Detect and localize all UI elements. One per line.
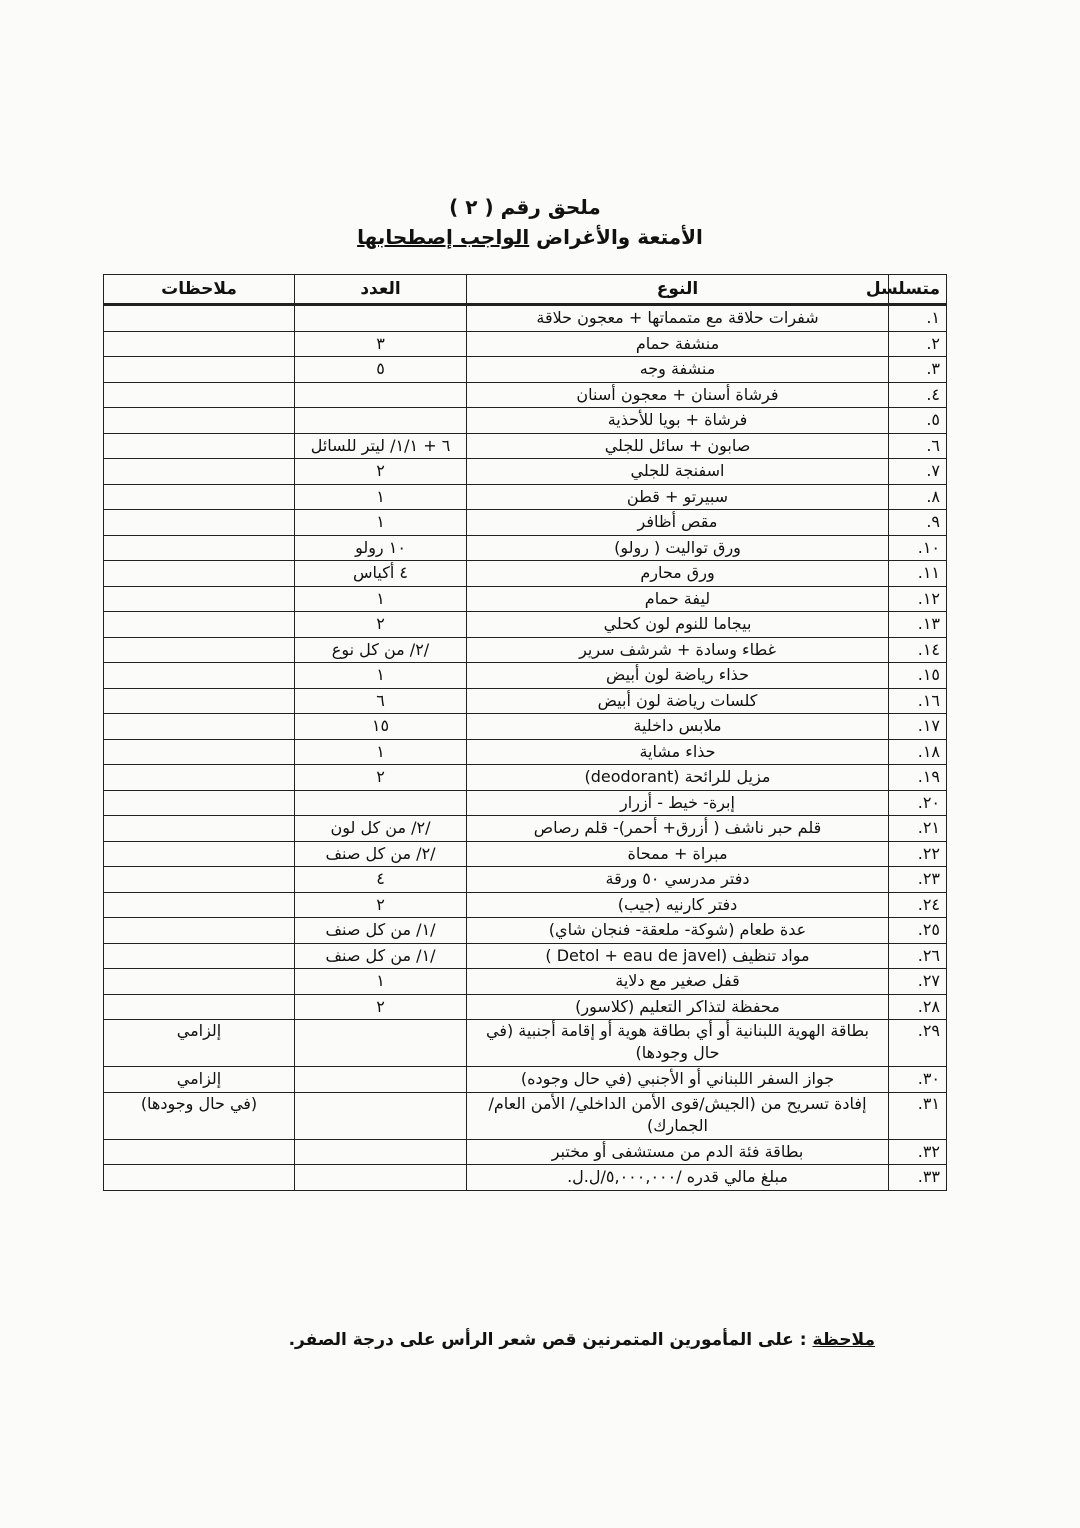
row-serial: ٤. — [889, 382, 947, 408]
row-qty: ٢ — [295, 892, 467, 918]
row-notes — [104, 918, 295, 944]
row-qty: ٢ — [295, 459, 467, 485]
row-qty: ١٠ رولو — [295, 535, 467, 561]
table-row — [104, 331, 947, 357]
row-qty: ٦ + ١/١/ ليتر للسائل — [295, 433, 467, 459]
row-serial: ٢٤. — [889, 892, 947, 918]
table-row — [104, 892, 947, 918]
row-item: مقص أظافر — [467, 510, 889, 536]
row-notes — [104, 382, 295, 408]
row-serial: ١١. — [889, 561, 947, 587]
row-notes — [104, 305, 295, 332]
row-notes — [104, 892, 295, 918]
row-serial: ٥. — [889, 408, 947, 434]
row-serial: ١٦. — [889, 688, 947, 714]
table-row — [104, 484, 947, 510]
row-serial: ١٤. — [889, 637, 947, 663]
table-row — [104, 1139, 947, 1165]
row-serial: ٢٢. — [889, 841, 947, 867]
table-header-row — [104, 275, 947, 305]
row-serial: ٢٥. — [889, 918, 947, 944]
row-qty: /١/ من كل صنف — [295, 943, 467, 969]
row-item: اسفنجة للجلي — [467, 459, 889, 485]
row-notes — [104, 688, 295, 714]
row-notes: إلزامي — [104, 1020, 295, 1067]
row-item: مبراة + ممحاة — [467, 841, 889, 867]
row-qty: ٢ — [295, 612, 467, 638]
row-item: كلسات رياضة لون أبيض — [467, 688, 889, 714]
footnote — [0, 1330, 1080, 1350]
table-row — [104, 586, 947, 612]
row-notes — [104, 357, 295, 383]
row-item: سبيرتو + قطن — [467, 484, 889, 510]
table-row — [104, 994, 947, 1020]
row-serial: ٦. — [889, 433, 947, 459]
row-notes — [104, 1165, 295, 1191]
row-item: عدة طعام (شوكة- ملعقة- فنجان شاي) — [467, 918, 889, 944]
row-serial: ١٩. — [889, 765, 947, 791]
table-row — [104, 663, 947, 689]
header-serial: متسلسل — [889, 275, 947, 305]
header-item: النوع — [467, 275, 889, 305]
row-qty — [295, 1139, 467, 1165]
row-notes — [104, 943, 295, 969]
row-serial: ٩. — [889, 510, 947, 536]
table-row — [104, 969, 947, 995]
row-serial: ١٣. — [889, 612, 947, 638]
row-notes — [104, 637, 295, 663]
row-item: دفتر مدرسي ٥٠ ورقة — [467, 867, 889, 893]
row-serial: ١٠. — [889, 535, 947, 561]
table-row — [104, 357, 947, 383]
table-row — [104, 765, 947, 791]
row-notes — [104, 586, 295, 612]
row-notes — [104, 459, 295, 485]
row-notes — [104, 612, 295, 638]
row-notes — [104, 867, 295, 893]
row-qty: /٢/ من كل صنف — [295, 841, 467, 867]
row-item: محفظة لتذاكر التعليم (كلاسور) — [467, 994, 889, 1020]
header-notes: ملاحظات — [104, 275, 295, 305]
row-item: بطاقة فئة الدم من مستشفى أو مختبر — [467, 1139, 889, 1165]
row-qty — [295, 382, 467, 408]
row-serial: ٢٠. — [889, 790, 947, 816]
row-item: مزيل للرائحة (deodorant) — [467, 765, 889, 791]
table-row — [104, 1067, 947, 1093]
row-item: ملابس داخلية — [467, 714, 889, 740]
row-qty: ١٥ — [295, 714, 467, 740]
table-row — [104, 510, 947, 536]
row-qty: /١/ من كل صنف — [295, 918, 467, 944]
row-qty: ٢ — [295, 994, 467, 1020]
row-notes — [104, 510, 295, 536]
row-qty: ١ — [295, 586, 467, 612]
row-serial: ٣٢. — [889, 1139, 947, 1165]
row-qty: ١ — [295, 510, 467, 536]
row-item: قلم حبر ناشف ( أزرق+ أحمر)- قلم رصاص — [467, 816, 889, 842]
row-notes — [104, 765, 295, 791]
document-title — [0, 222, 1060, 252]
row-item: إفادة تسريح من (الجيش/قوى الأمن الداخلي/ الأمن العام/ الجمارك) — [467, 1092, 889, 1139]
row-notes: (في حال وجودها) — [104, 1092, 295, 1139]
row-qty: ١ — [295, 663, 467, 689]
table-body — [104, 305, 947, 1191]
row-item: بيجاما للنوم لون كحلي — [467, 612, 889, 638]
row-notes — [104, 790, 295, 816]
row-serial: ١٥. — [889, 663, 947, 689]
row-qty: ٤ — [295, 867, 467, 893]
table-row — [104, 305, 947, 332]
table-row — [104, 841, 947, 867]
items-table — [103, 274, 947, 1191]
table-row — [104, 637, 947, 663]
table-row — [104, 867, 947, 893]
row-serial: ٣٣. — [889, 1165, 947, 1191]
table-row — [104, 1165, 947, 1191]
row-qty: ٦ — [295, 688, 467, 714]
row-serial: ١٨. — [889, 739, 947, 765]
row-serial: ٨. — [889, 484, 947, 510]
row-serial: ٣. — [889, 357, 947, 383]
table-row — [104, 382, 947, 408]
row-notes — [104, 816, 295, 842]
row-notes — [104, 739, 295, 765]
row-item: فرشاة أسنان + معجون أسنان — [467, 382, 889, 408]
row-item: ورق محارم — [467, 561, 889, 587]
table-row — [104, 1092, 947, 1139]
row-notes — [104, 994, 295, 1020]
row-serial: ٢٩. — [889, 1020, 947, 1067]
row-serial: ١٧. — [889, 714, 947, 740]
header-qty: العدد — [295, 275, 467, 305]
table-row — [104, 714, 947, 740]
row-item: حذاء مشاية — [467, 739, 889, 765]
row-serial: ١٢. — [889, 586, 947, 612]
row-item: ورق تواليت ( رولو) — [467, 535, 889, 561]
row-item: قفل صغير مع دلاية — [467, 969, 889, 995]
row-item: منشفة وجه — [467, 357, 889, 383]
row-item: جواز السفر اللبناني أو الأجنبي (في حال وجوده) — [467, 1067, 889, 1093]
row-qty: ١ — [295, 484, 467, 510]
row-notes — [104, 1139, 295, 1165]
row-item: ليفة حمام — [467, 586, 889, 612]
table-row — [104, 790, 947, 816]
row-item: حذاء رياضة لون أبيض — [467, 663, 889, 689]
table-row — [104, 918, 947, 944]
row-notes — [104, 969, 295, 995]
table-row — [104, 433, 947, 459]
table-row — [104, 612, 947, 638]
row-item: دفتر كارنيه (جيب) — [467, 892, 889, 918]
row-item: منشفة حمام — [467, 331, 889, 357]
row-notes — [104, 841, 295, 867]
row-qty: ٢ — [295, 765, 467, 791]
row-notes — [104, 484, 295, 510]
row-serial: ٢٨. — [889, 994, 947, 1020]
document-heading — [0, 192, 1080, 252]
row-qty — [295, 1020, 467, 1067]
row-qty — [295, 1165, 467, 1191]
row-serial: ٧. — [889, 459, 947, 485]
row-qty — [295, 305, 467, 332]
row-qty: ٣ — [295, 331, 467, 357]
row-serial: ٢. — [889, 331, 947, 357]
row-item: إبرة- خيط - أزرار — [467, 790, 889, 816]
table-row — [104, 739, 947, 765]
row-qty — [295, 1092, 467, 1139]
table-row — [104, 816, 947, 842]
title-part1: الأمتعة والأغراض — [529, 225, 703, 249]
row-notes — [104, 535, 295, 561]
row-item: شفرات حلاقة مع متمماتها + معجون حلاقة — [467, 305, 889, 332]
row-qty — [295, 408, 467, 434]
row-serial: ٣٠. — [889, 1067, 947, 1093]
row-qty: ٥ — [295, 357, 467, 383]
row-notes — [104, 663, 295, 689]
table-row — [104, 688, 947, 714]
row-qty — [295, 790, 467, 816]
row-qty: /٢/ من كل نوع — [295, 637, 467, 663]
row-notes — [104, 714, 295, 740]
row-item: بطاقة الهوية اللبنانية أو أي بطاقة هوية أو إقامة أجنبية (في حال وجودها) — [467, 1020, 889, 1067]
row-serial: ١. — [889, 305, 947, 332]
annex-label: ملحق رقم ( ٢ ) — [449, 195, 601, 219]
table-row — [104, 943, 947, 969]
table-row — [104, 408, 947, 434]
row-serial: ٢٣. — [889, 867, 947, 893]
row-qty: ١ — [295, 969, 467, 995]
row-notes — [104, 331, 295, 357]
row-qty: ١ — [295, 739, 467, 765]
title-part2: الواجب إصطحابها — [357, 225, 530, 249]
row-qty: /٢/ من كل لون — [295, 816, 467, 842]
row-serial: ٢٦. — [889, 943, 947, 969]
footnote-label: ملاحظة — [812, 1330, 875, 1350]
table-row — [104, 1020, 947, 1067]
row-notes — [104, 408, 295, 434]
row-serial: ٢٧. — [889, 969, 947, 995]
row-notes: إلزامي — [104, 1067, 295, 1093]
row-item: فرشاة + بويا للأحذية — [467, 408, 889, 434]
row-qty — [295, 1067, 467, 1093]
footnote-text: : على المأمورين المتمرنين قص شعر الرأس على درجة الصفر. — [288, 1330, 813, 1350]
row-item: صابون + سائل للجلي — [467, 433, 889, 459]
row-serial: ٢١. — [889, 816, 947, 842]
row-notes — [104, 561, 295, 587]
row-item: غطاء وسادة + شرشف سرير — [467, 637, 889, 663]
table-row — [104, 535, 947, 561]
table-row — [104, 459, 947, 485]
row-qty: ٤ أكياس — [295, 561, 467, 587]
row-notes — [104, 433, 295, 459]
row-serial: ٣١. — [889, 1092, 947, 1139]
table-row — [104, 561, 947, 587]
row-item: مبلغ مالي قدره /٥,٠٠٠,٠٠٠/ل.ل. — [467, 1165, 889, 1191]
row-item: مواد تنظيف (Detol + eau de javel ) — [467, 943, 889, 969]
